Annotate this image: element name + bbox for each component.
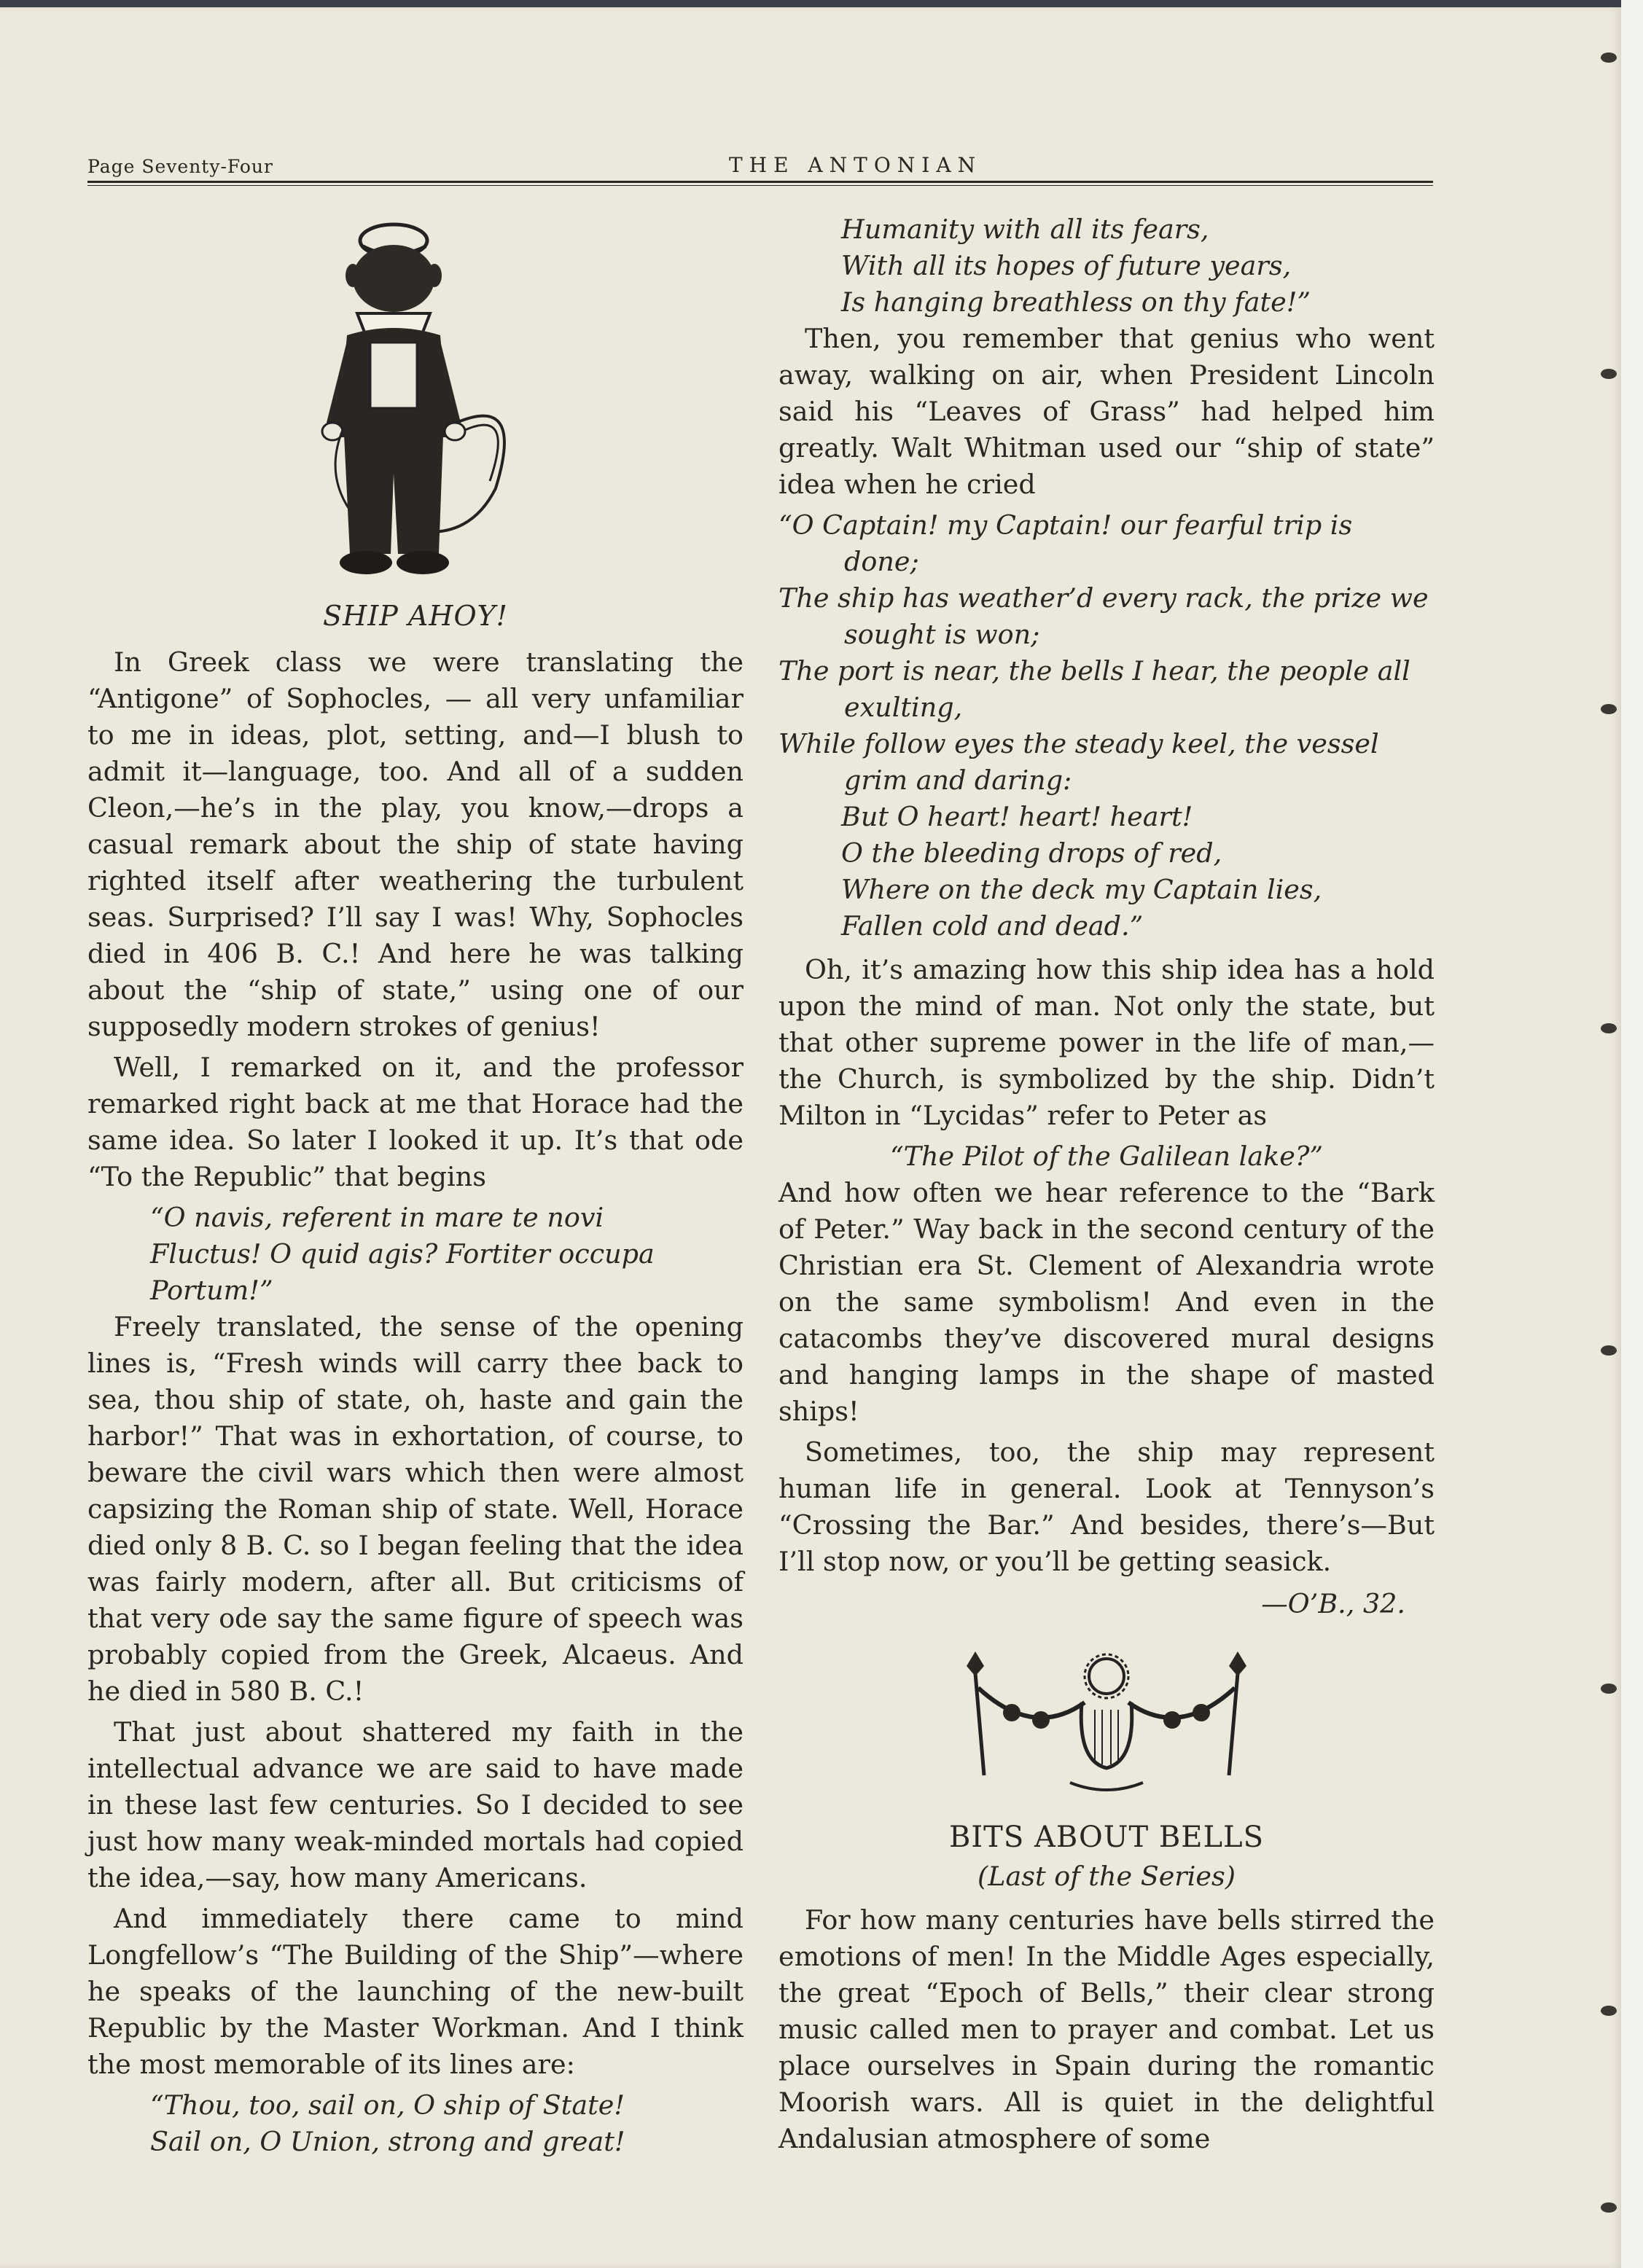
paragraph: And immediately there came to mind Longfellow’s “The Building of the Ship”—where he speaks of the launching of the new-built Republic by the Master Workman. And I think the most memorable of its lines are: bbox=[87, 1903, 744, 2080]
verse-line: Sail on, O Union, strong and great! bbox=[150, 2126, 625, 2157]
verse-line: While follow eyes the steady keel, the vessel grim and daring: bbox=[778, 728, 1379, 796]
binding-hole bbox=[1601, 2006, 1617, 2016]
sailor-boy-icon bbox=[284, 211, 547, 590]
paragraph: For how many centuries have bells stirred the emotions of men! In the Middle Ages especially, the great “Epoch of Bells,” their clear strong music called men to prayer and combat. Let us place ourselves in Spain during the romantic Moorish wars. All is quiet in the delightful Andalusian atmosphere of some bbox=[778, 1904, 1435, 2154]
verse-line: The port is near, the bells I hear, the people all exulting, bbox=[778, 655, 1410, 723]
verse-line: “Thou, too, sail on, O ship of State! bbox=[150, 2089, 625, 2121]
milton-quote: “The Pilot of the Galilean lake?” bbox=[889, 1141, 1324, 1172]
verse-line: The ship has weather’d every rack, the prize we sought is won; bbox=[778, 582, 1429, 650]
paragraph: Then, you remember that genius who went away, walking on air, when President Lincoln said his “Leaves of Grass” had helped him greatly. Walt Whitman used our “ship of state” idea when he cried bbox=[778, 323, 1435, 500]
verse-line: O the bleeding drops of red, bbox=[841, 837, 1222, 869]
binding-hole bbox=[1601, 1684, 1617, 1694]
binding-hole bbox=[1601, 2202, 1617, 2213]
verse-line: “O navis, referent in mare te novi bbox=[150, 1202, 604, 1233]
magazine-title: THE ANTONIAN bbox=[729, 153, 983, 177]
section-subtitle: (Last of the Series) bbox=[977, 1861, 1236, 1892]
scan-right-edge bbox=[1621, 0, 1643, 2268]
verse-line: But O heart! heart! heart! bbox=[841, 801, 1193, 832]
verse-line: With all its hopes of future years, bbox=[841, 250, 1292, 281]
paragraph: Well, I remarked on it, and the professor remarked right back at me that Horace had the same idea. So later I looked it up. It’s that ode “To the Republic” that begins bbox=[87, 1052, 744, 1192]
header-rule-thin bbox=[87, 185, 1433, 186]
paragraph: Freely translated, the sense of the opening lines is, “Fresh winds will carry thee back to sea, thou ship of state, oh, haste and gain the harbor!” That was in exhortation, of course, to beware the civil wars which then were almost capsizing the Roman ship of state. Well, Horace died only 8 B. C. so I began feeling that the idea was fairly modern, after all. But criticisms of that very ode say the same figure of speech was probably copied from the Greek, Alcaeus. And he died in 580 B. C.! bbox=[87, 1311, 744, 1707]
verse-line: Is hanging breathless on thy fate!” bbox=[841, 286, 1311, 318]
author-signature: —O’B., 32. bbox=[1261, 1588, 1405, 1619]
section-title: BITS ABOUT BELLS bbox=[948, 1821, 1265, 1854]
verse-line: Where on the deck my Captain lies, bbox=[841, 874, 1322, 905]
lyre-garland-ornament-icon bbox=[946, 1651, 1267, 1797]
latin-quote bbox=[87, 1200, 744, 1309]
header-rule bbox=[87, 181, 1433, 183]
verse-line: Humanity with all its fears, bbox=[841, 214, 1209, 245]
paragraph: Oh, it’s amazing how this ship idea has a hold upon the mind of man. Not only the state, but that other supreme power in the life of man,—the Church, is symbolized by the ship. Didn’t Milton in “Lycidas” refer to Peter as bbox=[778, 954, 1435, 1131]
binding-hole bbox=[1601, 52, 1617, 63]
page-number-label: Page Seventy-Four bbox=[87, 156, 273, 177]
left-column bbox=[87, 211, 744, 2160]
article-title: SHIP AHOY! bbox=[323, 600, 508, 632]
longfellow-quote bbox=[87, 2087, 744, 2160]
verse-line: Portum!” bbox=[150, 1275, 273, 1306]
verse-line: Fallen cold and dead.” bbox=[841, 910, 1144, 942]
paragraph: In Greek class we were translating the “Antigone” of Sophocles, — all very unfamiliar to me in ideas, plot, setting, and—I blush to admit it—language, too. And all of a sudden Cleon,—he’s in the play, you know,—drops a casual remark about the ship of state having righted itself after weathering the turbulent seas. Surprised? I’ll say I was! Why, Sophocles died in 406 B. C.! And here he was talking about the “ship of state,” using one of our supposedly modern strokes of genius! bbox=[87, 646, 744, 1042]
verse-line: Fluctus! O quid agis? Fortiter occupa bbox=[150, 1238, 655, 1270]
paragraph: And how often we hear reference to the “Bark of Peter.” Way back in the second century of the Christian era St. Clement of Alexandria wrote on the same symbolism! And even in the catacombs they’ve discovered mural designs and hanging lamps in the shape of masted ships! bbox=[778, 1177, 1435, 1427]
binding-hole bbox=[1601, 1023, 1617, 1033]
binding-hole bbox=[1601, 369, 1617, 379]
paragraph: Sometimes, too, the ship may represent human life in general. Look at Tennyson’s “Crossing the Bar.” And besides, there’s—But I’ll stop now, or you’ll be getting seasick. bbox=[778, 1436, 1435, 1577]
binding-hole bbox=[1601, 1345, 1617, 1356]
right-column bbox=[778, 211, 1435, 2162]
verse-line: “O Captain! my Captain! our fearful trip is done; bbox=[778, 509, 1353, 577]
whitman-quote bbox=[778, 507, 1435, 945]
binding-hole bbox=[1601, 704, 1617, 714]
longfellow-quote-continued bbox=[778, 211, 1435, 321]
page-header bbox=[87, 152, 1433, 181]
paragraph: That just about shattered my faith in the intellectual advance we are said to have made in these last few centuries. So I decided to see just how many weak-minded mortals had copied the idea,—say, how many Americans. bbox=[87, 1716, 744, 1893]
